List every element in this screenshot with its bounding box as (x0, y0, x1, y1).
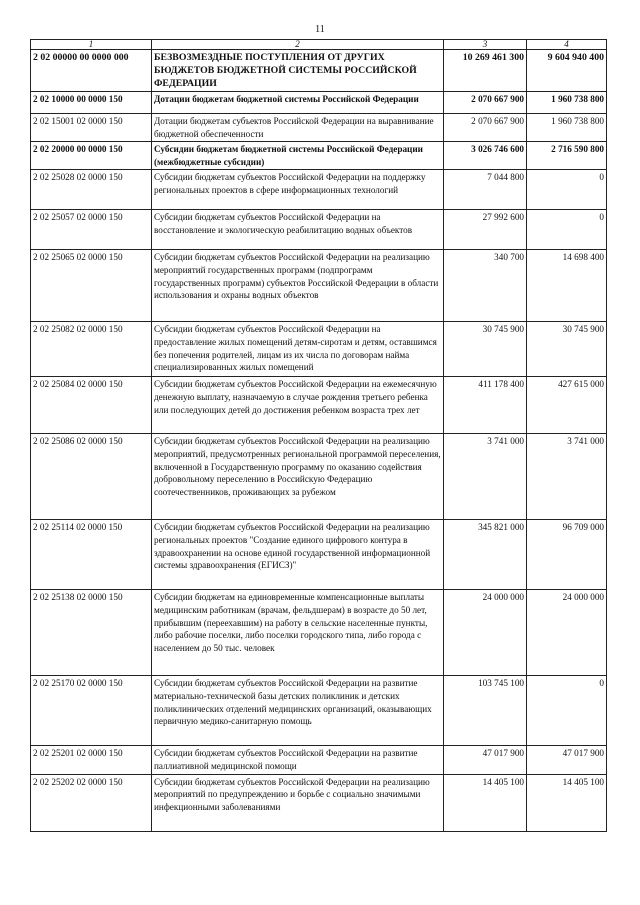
amount-year1-cell: 3 026 746 600 (444, 142, 527, 170)
item-name-cell: Субсидии бюджетам субъектов Российской Федерации на предоставление жилых помещений детям-сиротам и детям, оставшимся без попечения родителей, лицам из их числа по договорам найма специализированных жилых помещений (152, 322, 444, 377)
budget-revenue-table (30, 39, 607, 832)
table-row (31, 590, 607, 676)
amount-year1-cell: 2 070 667 900 (444, 114, 527, 142)
table-row (31, 434, 607, 520)
amount-year2-cell: 47 017 900 (527, 746, 607, 774)
amount-year1-cell: 345 821 000 (444, 520, 527, 590)
item-name-cell: Дотации бюджетам бюджетной системы Российской Федерации (152, 92, 444, 114)
budget-code-cell: 2 02 25086 02 0000 150 (31, 434, 152, 520)
amount-year1-cell: 10 269 461 300 (444, 50, 527, 92)
item-name-cell: Субсидии бюджетам субъектов Российской Федерации на ежемесячную денежную выплату, назначаемую в случае рождения третьего ребенка или последующих детей до достижения ребенком возраста трех лет (152, 377, 444, 434)
amount-year2-cell: 1 960 738 800 (527, 92, 607, 114)
column-number: 4 (527, 40, 607, 50)
page-number: 11 (315, 24, 325, 35)
amount-year2-cell: 9 604 940 400 (527, 50, 607, 92)
amount-year1-cell: 24 000 000 (444, 590, 527, 676)
table-row (31, 92, 607, 114)
budget-code-cell: 2 02 25057 02 0000 150 (31, 210, 152, 250)
budget-code-cell: 2 02 25114 02 0000 150 (31, 520, 152, 590)
item-name-cell: Субсидии бюджетам субъектов Российской Федерации на поддержку региональных проектов в сфере информационных технологий (152, 170, 444, 210)
table-row (31, 774, 607, 831)
budget-code-cell: 2 02 00000 00 0000 000 (31, 50, 152, 92)
item-name-cell: Субсидии бюджетам субъектов Российской Федерации на реализацию региональных проектов "Создание единого цифрового контура в здравоохранении на основе единой государственной информационной системы здравоохранения (ЕГИСЗ)" (152, 520, 444, 590)
amount-year1-cell: 340 700 (444, 250, 527, 322)
table-row (31, 50, 607, 92)
item-name-cell: Субсидии бюджетам бюджетной системы Российской Федерации (межбюджетные субсидии) (152, 142, 444, 170)
amount-year2-cell: 0 (527, 676, 607, 746)
table-row (31, 676, 607, 746)
budget-code-cell: 2 02 25028 02 0000 150 (31, 170, 152, 210)
budget-code-cell: 2 02 25082 02 0000 150 (31, 322, 152, 377)
amount-year2-cell: 0 (527, 170, 607, 210)
budget-code-cell: 2 02 25202 02 0000 150 (31, 774, 152, 831)
amount-year1-cell: 27 992 600 (444, 210, 527, 250)
amount-year2-cell: 14 698 400 (527, 250, 607, 322)
amount-year1-cell: 103 745 100 (444, 676, 527, 746)
budget-code-cell: 2 02 25170 02 0000 150 (31, 676, 152, 746)
amount-year2-cell: 0 (527, 210, 607, 250)
item-name-cell: Субсидии бюджетам субъектов Российской Федерации на реализацию мероприятий по предупреждению и борьбе с социально значимыми инфекционными заболеваниями (152, 774, 444, 831)
amount-year1-cell: 411 178 400 (444, 377, 527, 434)
table-row (31, 377, 607, 434)
amount-year2-cell: 24 000 000 (527, 590, 607, 676)
amount-year2-cell: 1 960 738 800 (527, 114, 607, 142)
item-name-cell: Субсидии бюджетам субъектов Российской Федерации на реализацию мероприятий, предусмотренных региональной программой переселения, включенной в Государственную программу по оказанию содействия добровольному переселению в Российскую Федерацию соотечественников, проживающих за рубежом (152, 434, 444, 520)
item-name-cell: Субсидии бюджетам субъектов Российской Федерации на развитие материально-технической базы детских поликлиник и детских поликлинических отделений медицинских организаций, оказывающих первичную медико-санитарную помощь (152, 676, 444, 746)
amount-year2-cell: 14 405 100 (527, 774, 607, 831)
table-row (31, 520, 607, 590)
amount-year2-cell: 96 709 000 (527, 520, 607, 590)
item-name-cell: Субсидии бюджетам субъектов Российской Федерации на восстановление и экологическую реабилитацию водных объектов (152, 210, 444, 250)
table-row (31, 250, 607, 322)
item-name-cell: Дотации бюджетам субъектов Российской Федерации на выравнивание бюджетной обеспеченности (152, 114, 444, 142)
budget-code-cell: 2 02 25084 02 0000 150 (31, 377, 152, 434)
amount-year1-cell: 7 044 800 (444, 170, 527, 210)
amount-year2-cell: 30 745 900 (527, 322, 607, 377)
table-row (31, 170, 607, 210)
item-name-cell: Субсидии бюджетам субъектов Российской Федерации на реализацию мероприятий государственных программ (подпрограмм государственных программ) субъектов Российской Федерации в области использования и охраны водных объектов (152, 250, 444, 322)
amount-year2-cell: 2 716 590 800 (527, 142, 607, 170)
budget-code-cell: 2 02 25065 02 0000 150 (31, 250, 152, 322)
amount-year2-cell: 427 615 000 (527, 377, 607, 434)
item-name-cell: Субсидии бюджетам на единовременные компенсационные выплаты медицинским работникам (врачам, фельдшерам) в возрасте до 50 лет, прибывшим (переехавшим) на работу в сельские населенные пункты, либо рабочие поселки, либо поселки городского типа, либо города с населением до 50 тыс. человек (152, 590, 444, 676)
column-number: 3 (444, 40, 527, 50)
item-name-cell: Субсидии бюджетам субъектов Российской Федерации на развитие паллиативной медицинской помощи (152, 746, 444, 774)
amount-year1-cell: 47 017 900 (444, 746, 527, 774)
table-row (31, 114, 607, 142)
table-row (31, 322, 607, 377)
budget-code-cell: 2 02 20000 00 0000 150 (31, 142, 152, 170)
column-number: 1 (31, 40, 152, 50)
amount-year1-cell: 2 070 667 900 (444, 92, 527, 114)
amount-year1-cell: 14 405 100 (444, 774, 527, 831)
table-row (31, 142, 607, 170)
amount-year1-cell: 30 745 900 (444, 322, 527, 377)
table-row (31, 746, 607, 774)
amount-year2-cell: 3 741 000 (527, 434, 607, 520)
column-number: 2 (152, 40, 444, 50)
budget-code-cell: 2 02 25138 02 0000 150 (31, 590, 152, 676)
budget-code-cell: 2 02 15001 02 0000 150 (31, 114, 152, 142)
table-row (31, 210, 607, 250)
budget-code-cell: 2 02 10000 00 0000 150 (31, 92, 152, 114)
column-number-row (31, 40, 607, 50)
budget-code-cell: 2 02 25201 02 0000 150 (31, 746, 152, 774)
amount-year1-cell: 3 741 000 (444, 434, 527, 520)
item-name-cell: БЕЗВОЗМЕЗДНЫЕ ПОСТУПЛЕНИЯ ОТ ДРУГИХ БЮДЖЕТОВ БЮДЖЕТНОЙ СИСТЕМЫ РОССИЙСКОЙ ФЕДЕРАЦИИ (152, 50, 444, 92)
